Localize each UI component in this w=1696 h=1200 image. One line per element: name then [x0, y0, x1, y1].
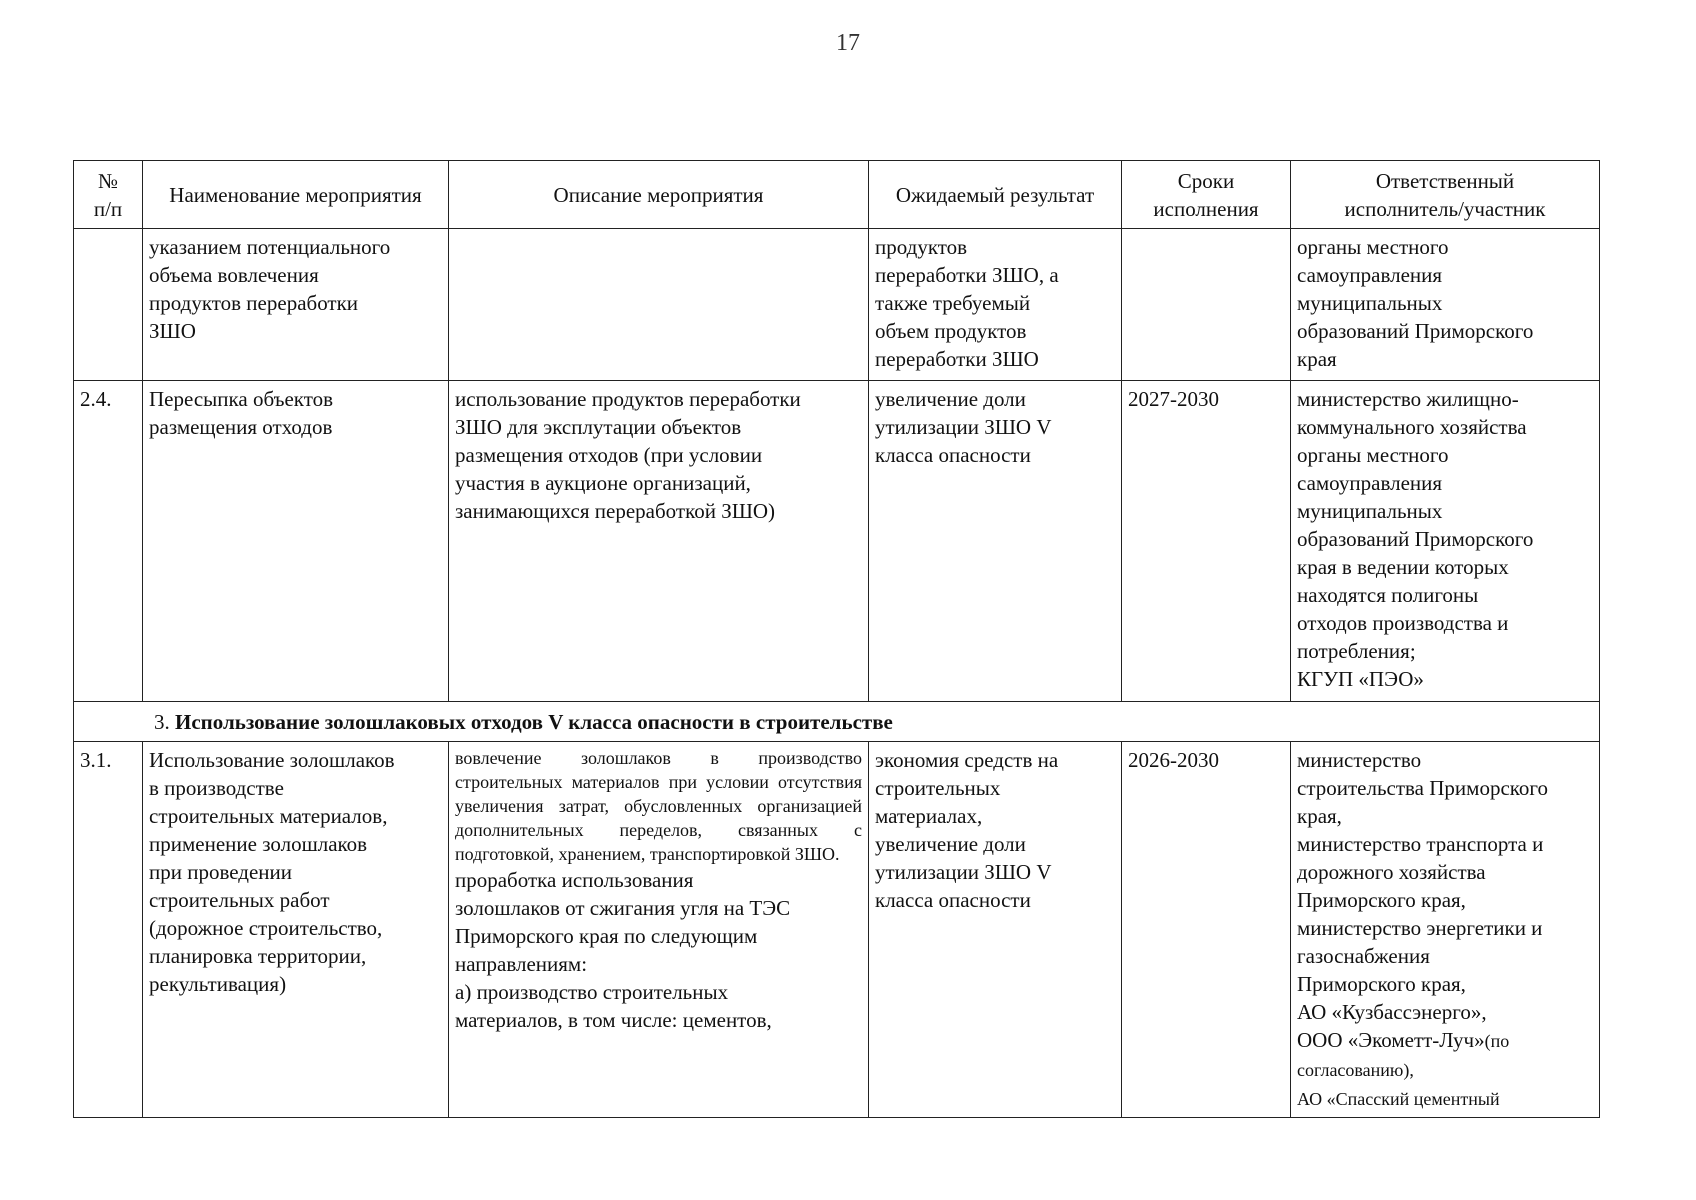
cell-name: указанием потенциального объема вовлечения продуктов переработки ЗШО: [143, 229, 449, 381]
cell-number: 2.4.: [74, 381, 143, 702]
cell-terms: [1122, 229, 1291, 381]
section-heading: [74, 702, 1600, 742]
description-justified: вовлечение золошлаков в производство строительных материалов при условии отсутствия увеличения затрат, обусловленных организацией дополнительных переделов, связанных с подготовкой, хранением, транспортировкой ЗШО.: [455, 748, 862, 864]
header-name: Наименование мероприятия: [143, 161, 449, 229]
responsible-list: министерство строительства Приморского края, министерство транспорта и дорожного хозяйства Приморского края, министерство энергетики и газоснабжения Приморского края, АО «Кузбассэнерго», ООО «Экометт-Луч»: [1297, 748, 1548, 1052]
responsible-note: (по согласованию),: [1297, 1031, 1510, 1080]
table-row: [74, 742, 1600, 1118]
cell-result: экономия средств на строительных материалах, увеличение доли утилизации ЗШО V класса опасности: [869, 742, 1122, 1118]
header-number: № п/п: [74, 161, 143, 229]
table-header-row: [74, 161, 1600, 229]
description-plain: проработка использования золошлаков от сжигания угля на ТЭС Приморского края по следующим направлениям: а) производство строительных материалов, в том числе: цементов,: [455, 868, 791, 1032]
cell-result: увеличение доли утилизации ЗШО V класса опасности: [869, 381, 1122, 702]
measures-table: [73, 160, 1600, 1118]
cell-terms: 2026-2030: [1122, 742, 1291, 1118]
cell-responsible: органы местного самоуправления муниципальных образований Приморского края: [1291, 229, 1600, 381]
table-row: [74, 229, 1600, 381]
section-title: Использование золошлаковых отходов V класса опасности в строительстве: [175, 709, 893, 734]
header-description: Описание мероприятия: [449, 161, 869, 229]
cell-number: 3.1.: [74, 742, 143, 1118]
cell-result: продуктов переработки ЗШО, а также требуемый объем продуктов переработки ЗШО: [869, 229, 1122, 381]
cell-responsible: министерство жилищно- коммунального хозяйства органы местного самоуправления муниципальных образований Приморского края в ведении которых находятся полигоны отходов производства и потребления; КГУП «ПЭО»: [1291, 381, 1600, 702]
header-responsible: Ответственный исполнитель/участник: [1291, 161, 1600, 229]
cell-number: [74, 229, 143, 381]
cell-terms: 2027-2030: [1122, 381, 1291, 702]
cell-name: Пересыпка объектов размещения отходов: [143, 381, 449, 702]
cell-description: [449, 742, 869, 1118]
cell-name: Использование золошлаков в производстве строительных материалов, применение золошлаков при проведении строительных работ (дорожное строительство, планировка территории, рекультивация): [143, 742, 449, 1118]
section-number: 3.: [154, 709, 175, 734]
cell-description: [449, 229, 869, 381]
table-row: [74, 381, 1600, 702]
section-heading-row: [74, 702, 1600, 742]
header-terms: Сроки исполнения: [1122, 161, 1291, 229]
page-number: 17: [836, 30, 860, 56]
cell-responsible: [1291, 742, 1600, 1118]
header-result: Ожидаемый результат: [869, 161, 1122, 229]
responsible-tail: АО «Спасский цементный: [1297, 1089, 1500, 1109]
cell-description: использование продуктов переработки ЗШО для эксплутации объектов размещения отходов (при условии участия в аукционе организаций, занимающихся переработкой ЗШО): [449, 381, 869, 702]
